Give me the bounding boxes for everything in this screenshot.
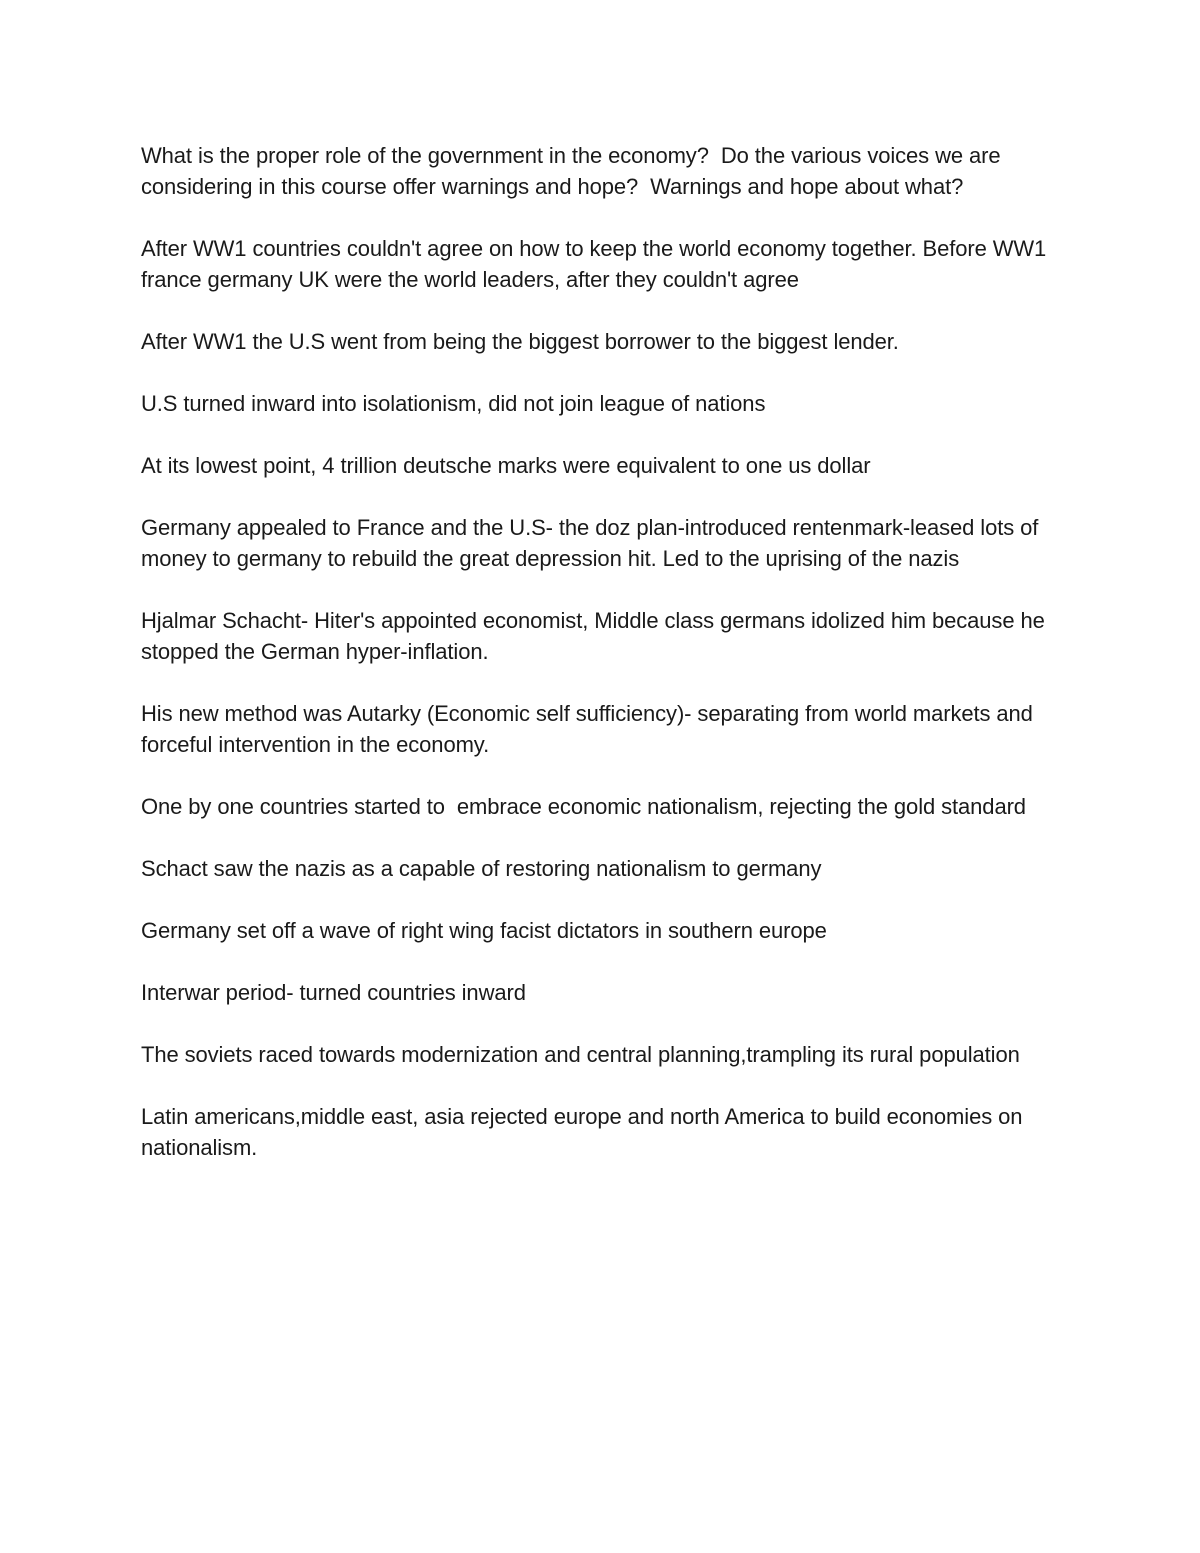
paragraph-latin-americans: Latin americans,middle east, asia rejected europe and north America to build economies on nationalism.	[141, 1104, 1029, 1160]
paragraph-germany-appealed: Germany appealed to France and the U.S- the doz plan-introduced rentenmark-leased lots of money to germany to rebuild the great depression hit. Led to the uprising of the nazis	[141, 515, 1045, 571]
paragraph-us-lender: After WW1 the U.S went from being the biggest borrower to the biggest lender.	[141, 329, 899, 354]
paragraph-deutsche-marks: At its lowest point, 4 trillion deutsche marks were equivalent to one us dollar	[141, 453, 871, 478]
paragraph-schacht: Hjalmar Schacht- Hiter's appointed economist, Middle class germans idolized him because he stopped the German hyper-inflation.	[141, 608, 1051, 664]
paragraph-isolationism: U.S turned inward into isolationism, did not join league of nations	[141, 391, 766, 416]
paragraph-soviets: The soviets raced towards modernization and central planning,trampling its rural population	[141, 1042, 1020, 1067]
paragraph-autarky: His new method was Autarky (Economic self sufficiency)- separating from world markets and forceful intervention in the economy.	[141, 701, 1039, 757]
paragraph-question: What is the proper role of the government in the economy? Do the various voices we are considering in this course offer warnings and hope? Warnings and hope about what?	[141, 143, 1007, 199]
document-body	[141, 140, 1081, 1194]
paragraph-economic-nationalism: One by one countries started to embrace economic nationalism, rejecting the gold standard	[141, 794, 1026, 819]
paragraph-facist-wave: Germany set off a wave of right wing facist dictators in southern europe	[141, 918, 827, 943]
paragraph-interwar: Interwar period- turned countries inward	[141, 980, 526, 1005]
paragraph-after-ww1: After WW1 countries couldn't agree on how to keep the world economy together. Before WW1 france germany UK were the world leaders, after they couldn't agree	[141, 236, 1053, 292]
paragraph-schact-nazis: Schact saw the nazis as a capable of restoring nationalism to germany	[141, 856, 822, 881]
